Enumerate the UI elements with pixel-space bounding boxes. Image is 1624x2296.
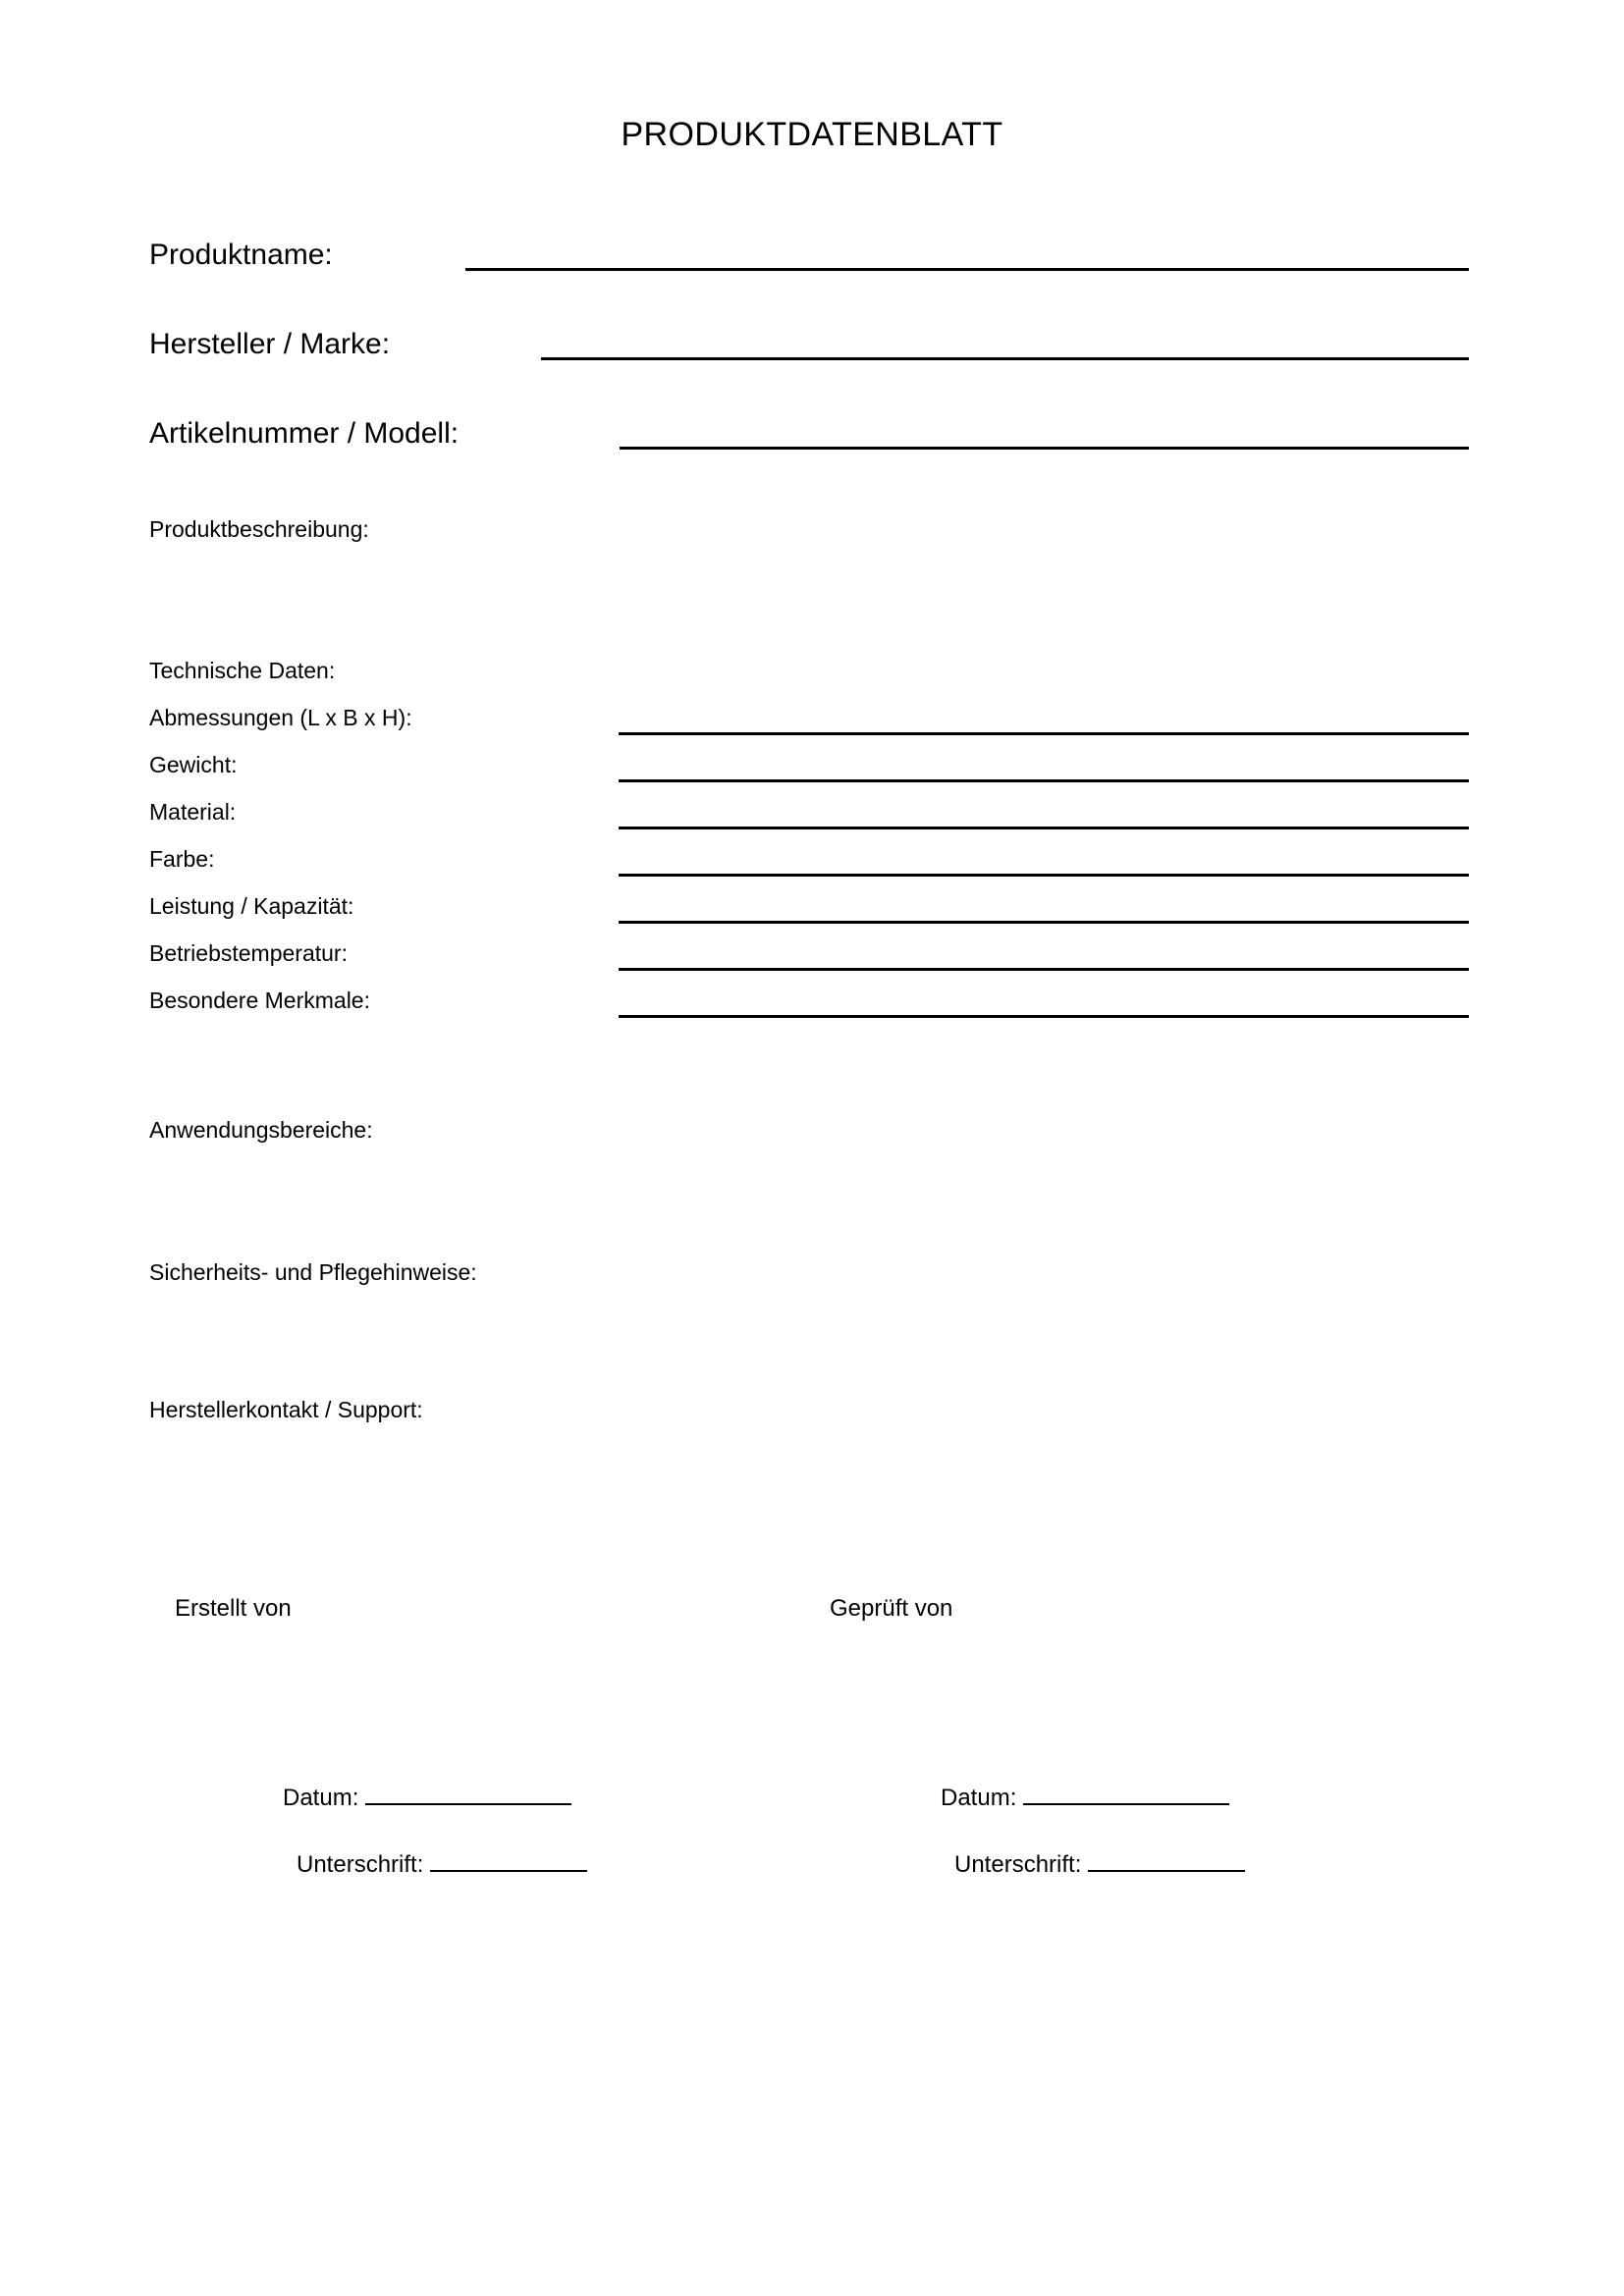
field-input-gewicht[interactable] <box>619 779 1469 782</box>
signature-heading-erstellt-von: Erstellt von <box>175 1595 292 1622</box>
field-input-material[interactable] <box>619 827 1469 829</box>
field-input-hersteller-marke[interactable] <box>541 357 1469 360</box>
signature-sign-input-geprueft-von[interactable] <box>1088 1870 1245 1872</box>
field-label-besondere-merkmale: Besondere Merkmale: <box>149 988 370 1013</box>
field-input-produktname[interactable] <box>465 268 1469 271</box>
field-label-farbe: Farbe: <box>149 846 215 872</box>
signature-sign-input-erstellt-von[interactable] <box>430 1870 587 1872</box>
signature-date-input-erstellt-von[interactable] <box>365 1803 571 1805</box>
signature-heading-geprueft-von: Geprüft von <box>830 1595 953 1622</box>
section-input-anwendungsbereiche[interactable] <box>149 1150 1469 1254</box>
page-title: PRODUKTDATENBLATT <box>621 116 1003 153</box>
signature-date-label-erstellt-von: Datum: <box>283 1785 359 1811</box>
section-heading-herstellerkontakt: Herstellerkontakt / Support: <box>149 1397 423 1422</box>
field-input-betriebstemperatur[interactable] <box>619 968 1469 971</box>
section-input-herstellerkontakt[interactable] <box>149 1430 1469 1548</box>
field-input-besondere-merkmale[interactable] <box>619 1015 1469 1018</box>
section-heading-technische-daten: Technische Daten: <box>149 658 336 683</box>
field-label-leistung-kapazitaet: Leistung / Kapazität: <box>149 893 354 919</box>
section-input-produktbeschreibung[interactable] <box>149 550 1469 658</box>
signature-sign-row-geprueft-von <box>954 1853 1245 1877</box>
signature-date-input-geprueft-von[interactable] <box>1023 1803 1229 1805</box>
section-heading-anwendungsbereiche: Anwendungsbereiche: <box>149 1117 373 1143</box>
signature-date-row-erstellt-von <box>283 1787 571 1810</box>
signature-sign-label-erstellt-von: Unterschrift: <box>297 1851 424 1878</box>
signature-date-row-geprueft-von <box>941 1787 1229 1810</box>
section-heading-produktbeschreibung: Produktbeschreibung: <box>149 516 369 542</box>
field-label-produktname: Produktname: <box>149 239 333 271</box>
field-input-abmessungen[interactable] <box>619 732 1469 735</box>
field-label-hersteller-marke: Hersteller / Marke: <box>149 328 391 360</box>
signature-sign-label-geprueft-von: Unterschrift: <box>954 1851 1082 1878</box>
section-input-sicherheitshinweise[interactable] <box>149 1293 1469 1396</box>
signature-sign-row-erstellt-von <box>297 1853 587 1877</box>
field-label-betriebstemperatur: Betriebstemperatur: <box>149 940 348 966</box>
field-input-farbe[interactable] <box>619 874 1469 877</box>
field-label-artikelnummer-modell: Artikelnummer / Modell: <box>149 417 460 450</box>
signature-date-label-geprueft-von: Datum: <box>941 1785 1017 1811</box>
field-label-material: Material: <box>149 799 237 825</box>
section-heading-sicherheitshinweise: Sicherheits- und Pflegehinweise: <box>149 1259 477 1285</box>
field-input-artikelnummer-modell[interactable] <box>620 447 1469 450</box>
field-input-leistung-kapazitaet[interactable] <box>619 921 1469 924</box>
field-label-abmessungen: Abmessungen (L x B x H): <box>149 705 412 730</box>
field-label-gewicht: Gewicht: <box>149 752 238 777</box>
